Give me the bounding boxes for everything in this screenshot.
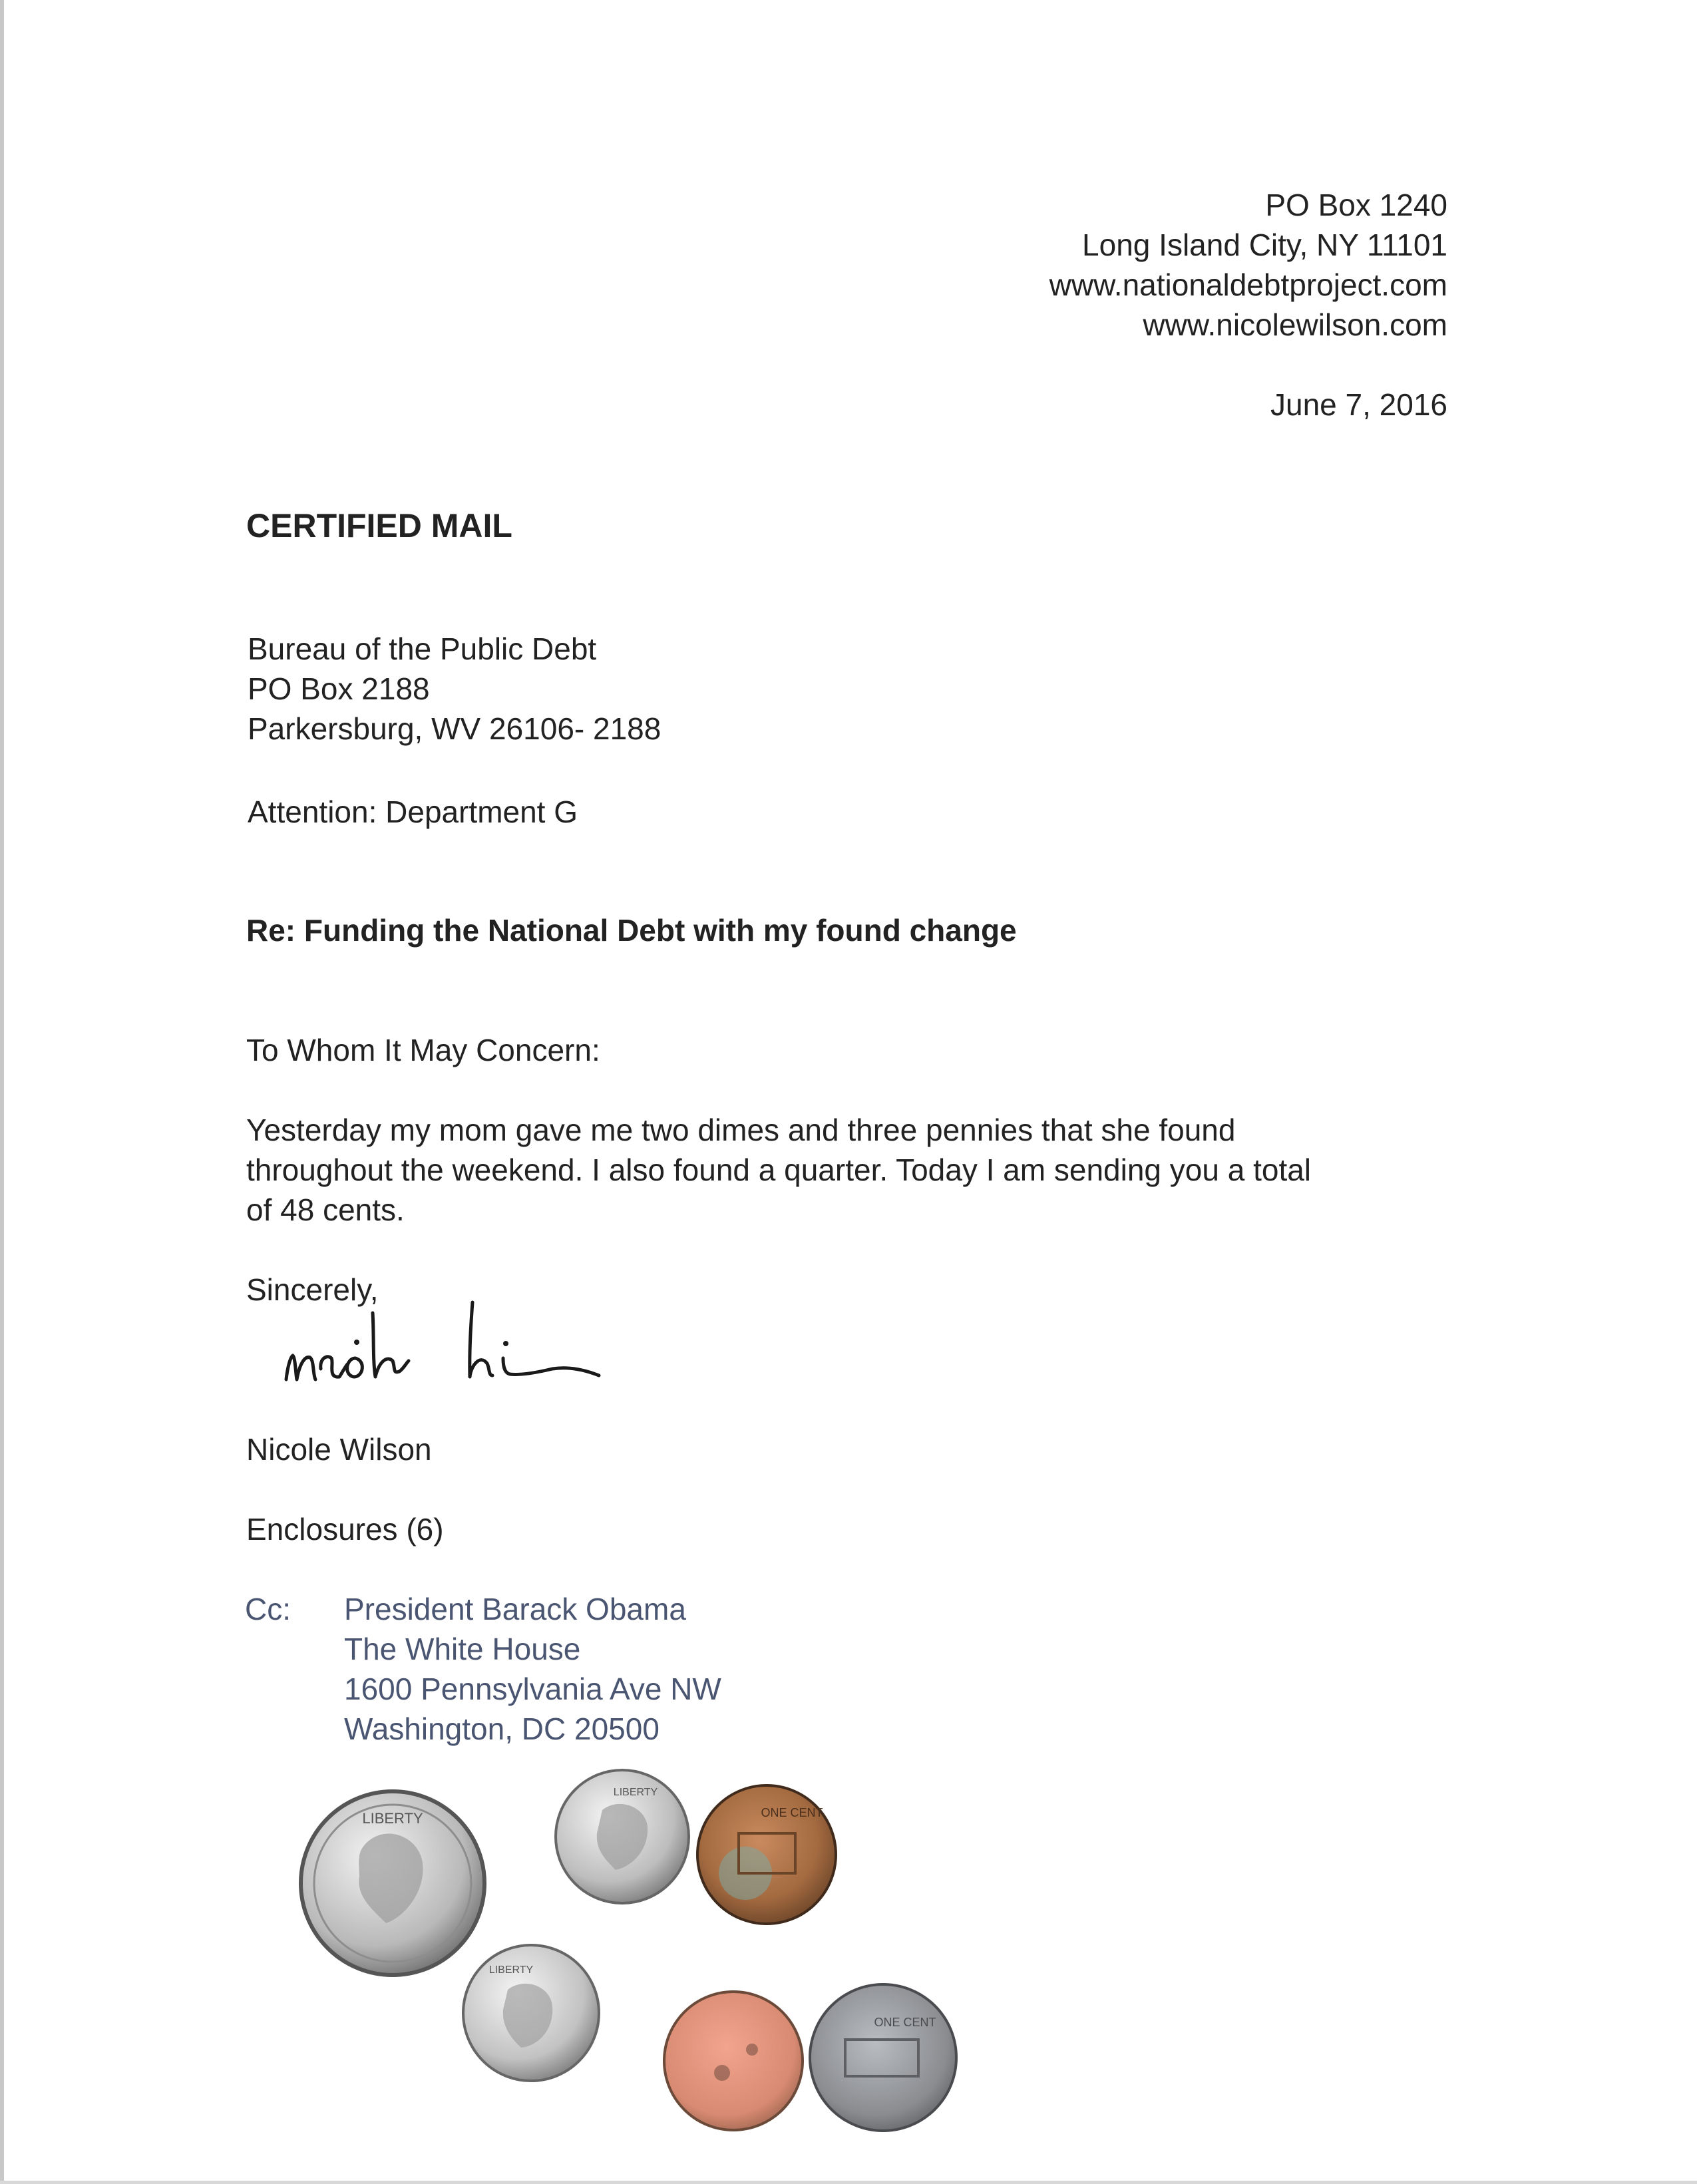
recipient-address-line1: PO Box 2188	[248, 671, 430, 706]
sender-website-2: www.nicolewilson.com	[1143, 307, 1447, 342]
attention-line: Attention: Department G	[248, 795, 578, 829]
penny-coin-image	[805, 1980, 962, 2136]
salutation: To Whom It May Concern:	[246, 1033, 600, 1067]
coin-inscription: LIBERTY	[488, 1964, 534, 1976]
recipient-address-line2: Parkersburg, WV 26106- 2188	[248, 711, 661, 746]
sender-address-block	[1049, 185, 1447, 345]
cc-line: President Barack Obama	[344, 1592, 686, 1626]
scan-bottom-edge	[0, 2181, 1697, 2184]
recipient-name: Bureau of the Public Debt	[248, 632, 597, 666]
cc-line: 1600 Pennsylvania Ave NW	[344, 1672, 721, 1706]
coin-inscription: ONE CENT	[874, 2016, 936, 2029]
dime-coin-image	[549, 1763, 695, 1910]
cc-line: Washington, DC 20500	[344, 1712, 660, 1746]
sender-address-line2: Long Island City, NY 11101	[1082, 228, 1447, 262]
dime-coin-image	[458, 1940, 604, 2086]
penny-coin-image	[692, 1780, 842, 1930]
coin-inscription: LIBERTY	[362, 1810, 423, 1827]
subject-line: Re: Funding the National Debt with my found change	[246, 913, 1017, 948]
coin-inscription: LIBERTY	[613, 1787, 658, 1798]
body-line: Yesterday my mom gave me two dimes and three pennies that she found	[246, 1113, 1236, 1147]
handwritten-signature	[273, 1294, 659, 1414]
body-line: of 48 cents.	[246, 1192, 405, 1227]
body-line: throughout the weekend. I also found a quarter. Today I am sending you a total	[246, 1153, 1312, 1187]
coin-inscription: ONE CENT	[761, 1806, 823, 1819]
letter-date: June 7, 2016	[1270, 387, 1447, 422]
mail-type-heading: CERTIFIED MAIL	[246, 507, 512, 544]
cc-line: The White House	[344, 1632, 581, 1666]
scan-left-edge	[0, 0, 4, 2184]
sender-website-1: www.nationaldebtproject.com	[1049, 268, 1447, 302]
closing: Sincerely,	[246, 1272, 379, 1307]
sender-address-line1: PO Box 1240	[1265, 188, 1447, 222]
signer-name: Nicole Wilson	[246, 1432, 432, 1467]
cc-label: Cc:	[245, 1592, 291, 1626]
enclosures-note: Enclosures (6)	[246, 1512, 444, 1547]
penny-coin-image	[659, 1986, 809, 2136]
